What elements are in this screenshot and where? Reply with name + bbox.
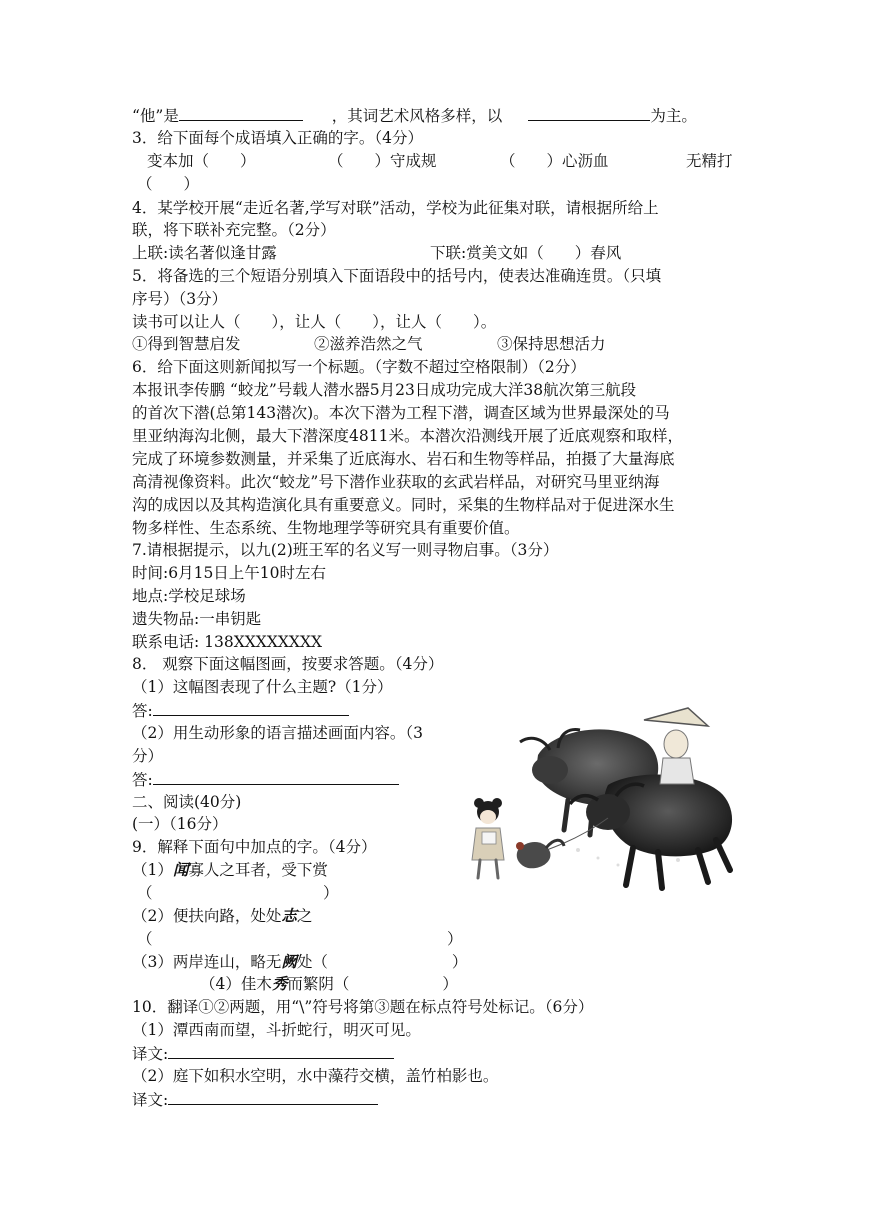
- q6-news-line: 沟的成因以及其构造演化具有重要意义。同时，采集的生物样品对于促进深水生: [132, 496, 675, 514]
- q8-title: 8． 观察下面这幅图画，按要求答题。（4分）: [132, 655, 444, 673]
- q10-sub-2: （2）庭下如积水空明，水中藻荇交横，盖竹柏影也。: [132, 1067, 499, 1085]
- q7-phone: 联系电话: 138XXXXXXXX: [132, 633, 323, 651]
- q5-option-3: ③保持思想活力: [497, 335, 606, 353]
- answer-label: 译文:: [132, 1045, 169, 1063]
- q9-sub-3: [132, 951, 467, 973]
- q10-sub-1: （1）潭西南而望，斗折蛇行，明灭可见。: [132, 1021, 421, 1039]
- answer-label: 答:: [132, 771, 153, 789]
- answer-blank[interactable]: [153, 768, 399, 785]
- q9-sub-2: [132, 905, 312, 927]
- q5-title-2: 序号）（3分）: [132, 290, 228, 308]
- answer-label: 答:: [132, 702, 153, 720]
- q8-answer-2: [132, 768, 399, 791]
- q4-title-2: 联，将下联补充完整。（2分）: [132, 221, 336, 239]
- q6-news-line: 高清视像资料。此次“蛟龙”号下潜作业获取的玄武岩样品，对研究马里亚纳海: [132, 473, 660, 491]
- answer-blank[interactable]: [168, 1088, 378, 1105]
- q9-sub-4-pre: （4）佳木: [200, 975, 272, 993]
- q5-option-1: ①得到智慧启发: [132, 335, 241, 353]
- q6-news-line: 物多样性、生态系统、生物地理学等研究具有重要价值。: [132, 519, 520, 537]
- q8-sub-2a: （2）用生动形象的语言描述画面内容。（3: [132, 724, 423, 742]
- q7-time: 时间:6月15日上午10时左右: [132, 564, 327, 582]
- dotted-char: 秀: [271, 974, 288, 993]
- answer-label: 译文:: [132, 1091, 169, 1109]
- q8-answer-1: [132, 699, 349, 722]
- answer-blank[interactable]: [153, 699, 349, 716]
- q7-title: 7.请根据提示，以九(2)班王军的名义写一则寻物启事。（3分）: [132, 541, 559, 559]
- line1-text-b: ，其词艺术风格多样，以: [331, 107, 503, 125]
- dotted-char: 闻: [172, 860, 189, 879]
- q6-news-line: 本报讯李传鹏 “蛟龙”号载人潜水器5月23日成功完成大洋38航次第三航段: [132, 381, 637, 399]
- q6-news-line: 里亚纳海沟北侧，最大下潜深度4811米。本潜次沿测线开展了近底观察和取样，: [132, 427, 683, 445]
- q4-title-1: 4．某学校开展“走近名著,学写对联”活动，学校为此征集对联，请根据所给上: [132, 199, 659, 217]
- q9-title: 9．解释下面句中加点的字。（4分）: [132, 838, 377, 856]
- q3-title: 3．给下面每个成语填入正确的字。（4分）: [132, 129, 423, 147]
- answer-blank[interactable]: [528, 104, 650, 121]
- line1-text-a: “他”是: [132, 107, 179, 125]
- q4-lower: 下联:赏美文如（ ）春风: [430, 244, 622, 262]
- q3-item-3: （ ）心沥血: [500, 152, 609, 170]
- q3-item-4: 无精打: [686, 152, 733, 170]
- q3-item-2: （ ）守成规: [328, 152, 437, 170]
- q10-answer-2: [132, 1088, 378, 1111]
- q9-answer-1[interactable]: （ ）: [137, 884, 339, 902]
- q5-option-2: ②滋养浩然之气: [314, 335, 423, 353]
- answer-blank[interactable]: [179, 104, 303, 121]
- dotted-char: 志: [281, 906, 297, 925]
- q7-place: 地点:学校足球场: [132, 587, 246, 605]
- q10-answer-1: [132, 1042, 394, 1065]
- line1-text-c: 为主。: [650, 107, 697, 125]
- dotted-char: 阙: [281, 952, 297, 971]
- section-2-part-1: (一）（16分）: [132, 815, 228, 833]
- q6-news-line: 的首次下潜(总第143潜次)。本次下潜为工程下潜，调查区域为世界最深处的马: [132, 404, 670, 422]
- q6-title: 6．给下面这则新闻拟写一个标题。（字数不超过空格限制）（2分）: [132, 358, 586, 376]
- q5-title-1: 5．将备选的三个短语分别填入下面语段中的括号内，使表达准确连贯。（只填: [132, 267, 662, 285]
- q4-upper: 上联:读名著似逢甘露: [132, 244, 277, 262]
- answer-blank[interactable]: [168, 1042, 394, 1059]
- q9-sub-4-post: 而繁阴（ ）: [287, 975, 458, 993]
- q6-news-line: 完成了环境参数测量，并采集了近底海水、岩石和生物等样品，拍摄了大量海底: [132, 450, 675, 468]
- buffalo-painting-image: [458, 700, 740, 900]
- q9-sub-3-post: 处（ ）: [296, 953, 468, 971]
- section-2-title: 二、阅读(40分): [132, 793, 242, 811]
- q9-sub-1-pre: （1）: [132, 861, 173, 879]
- q3-item-4-blank: （ ）: [137, 175, 200, 193]
- q5-sentence: 读书可以让人（ ），让人（ ），让人（ ）。: [132, 313, 497, 331]
- q3-item-1: 变本加（ ）: [147, 152, 256, 170]
- line-1: [132, 104, 697, 127]
- q8-sub-1: （1）这幅图表现了什么主题?（1分）: [132, 678, 393, 696]
- q9-sub-3-pre: （3）两岸连山，略无: [132, 953, 282, 971]
- q9-sub-2-post: 之: [296, 907, 313, 925]
- q8-sub-2b: 分）: [132, 747, 164, 765]
- q9-sub-2-pre: （2）便扶向路，处处: [132, 907, 282, 925]
- q7-item: 遗失物品:一串钥匙: [132, 610, 262, 628]
- q9-sub-1-post: 寡人之耳者，受下赏: [188, 861, 328, 879]
- q10-title: 10．翻译①②两题，用“\”符号将第③题在标点符号处标记。（6分）: [132, 998, 594, 1016]
- q9-sub-1: [132, 859, 328, 881]
- q9-answer-2[interactable]: （ ）: [137, 930, 463, 948]
- q9-sub-4: [200, 973, 458, 995]
